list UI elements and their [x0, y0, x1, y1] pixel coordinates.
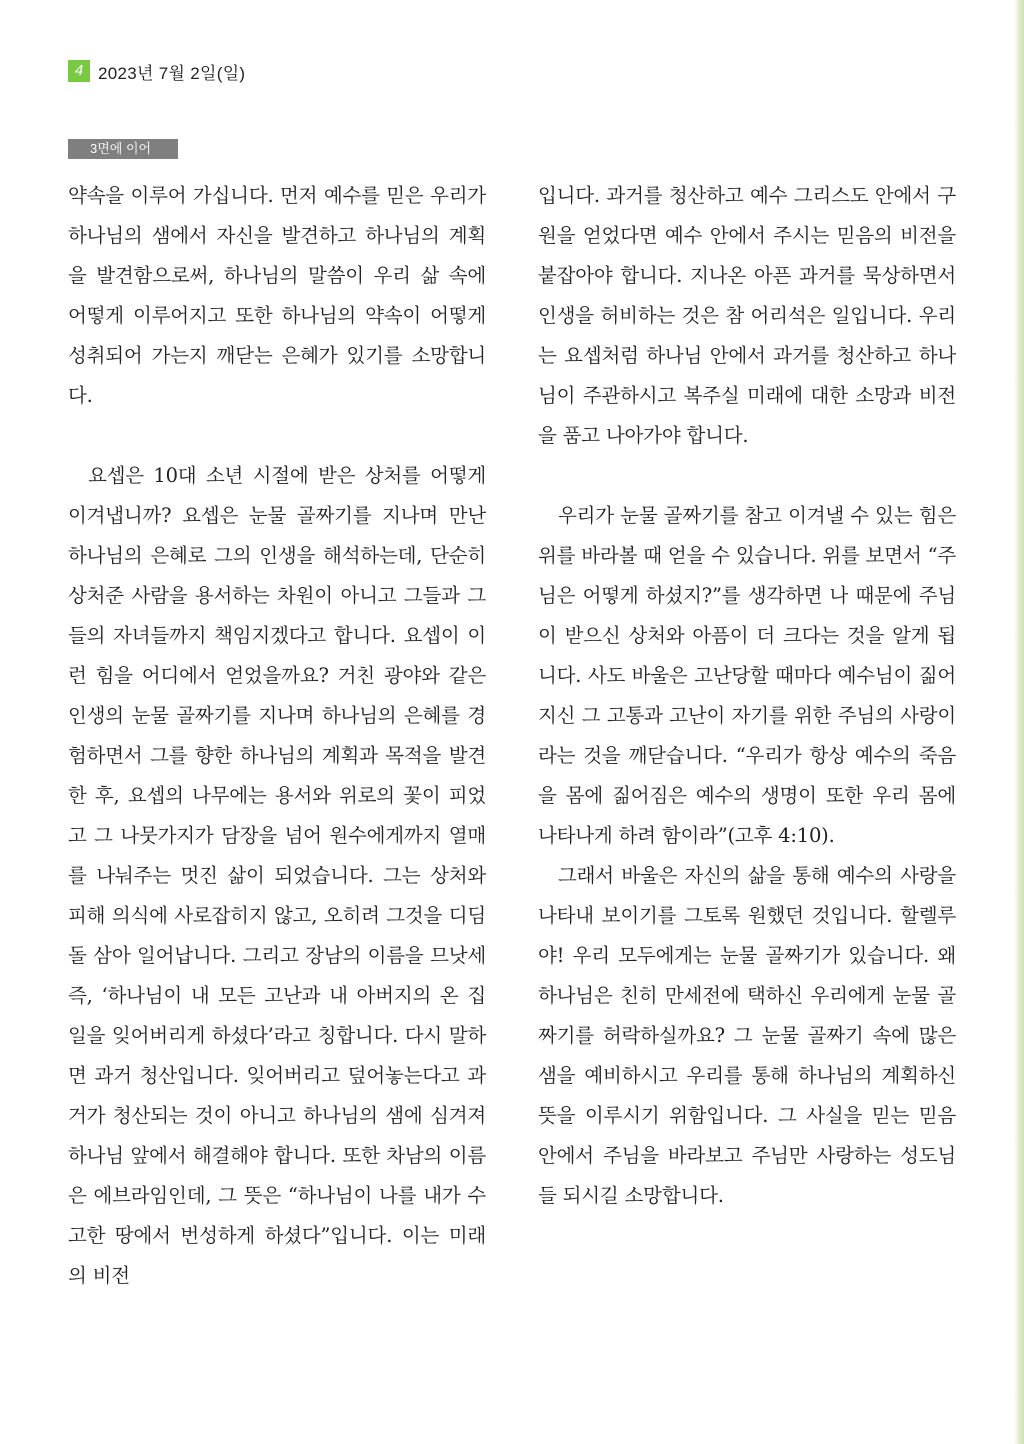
left-paragraph-1: 약속을 이루어 가십니다. 먼저 예수를 믿은 우리가 하나님의 샘에서 자신을 발견하고 하나님의 계획을 발견함으로써, 하나님의 말씀이 우리 삶 속에 어떻게 이루어지고 또한 하나님의 약속이 어떻게 성취되어 가는지 깨닫는 은혜가 있기를 소망합니다.	[68, 184, 486, 407]
right-paragraph-1: 입니다. 과거를 청산하고 예수 그리스도 안에서 구원을 얻었다면 예수 안에서 주시는 믿음의 비전을 붙잡아야 합니다. 지나온 아픈 과거를 묵상하면서 인생을 허비하는 것은 참 어리석은 일입니다. 우리는 요셉처럼 하나님 안에서 과거를 청산하고 하나님이 주관하시고 복주실 미래에 대한 소망과 비전을 품고 나아가야 합니다.	[538, 184, 956, 447]
right-paragraph-3: 그래서 바울은 자신의 삶을 통해 예수의 사랑을 나타내 보이기를 그토록 원했던 것입니다. 할렐루야! 우리 모두에게는 눈물 골짜기가 있습니다. 왜 하나님은 친히 만세전에 택하신 우리에게 눈물 골짜기를 허락하실까요? 그 눈물 골짜기 속에 많은 샘을 예비하시고 우리를 통해 하나님의 계획하신 뜻을 이루시기 위함입니다. 그 사실을 믿는 믿음 안에서 주님을 바라보고 주님만 사랑하는 성도님들 되시길 소망합니다.	[538, 864, 956, 1207]
paragraph-gap	[68, 416, 486, 456]
issue-date: 2023년 7월 2일(일)	[98, 63, 246, 83]
right-paragraph-2: 우리가 눈물 골짜기를 참고 이겨낼 수 있는 힘은 위를 바라볼 때 얻을 수 있습니다. 위를 보면서 “주님은 어떻게 하셨지?”를 생각하면 나 때문에 주님이 받으신 상처와 아픔이 더 크다는 것을 알게 됩니다. 사도 바울은 고난당할 때마다 예수님이 짊어지신 그 고통과 고난이 자기를 위한 주님의 사랑이라는 것을 깨닫습니다. “우리가 항상 예수의 죽음을 몸에 짊어짐은 예수의 생명이 또한 우리 몸에 나타나게 하려 함이라”(고후 4:10).	[538, 504, 956, 847]
page-number: 4	[68, 60, 90, 82]
paragraph-gap	[538, 456, 956, 496]
decorative-side-stripe	[1014, 0, 1024, 1444]
page-header	[68, 58, 245, 84]
continued-from-label: 3면에 이어	[68, 139, 178, 159]
left-paragraph-2: 요셉은 10대 소년 시절에 받은 상처를 어떻게 이겨냅니까? 요셉은 눈물 골짜기를 지나며 만난 하나님의 은혜로 그의 인생을 해석하는데, 단순히 상처준 사람을 용서하는 차원이 아니고 그들과 그들의 자녀들까지 책임지겠다고 합니다. 요셉이 이런 힘을 어디에서 얻었을까요? 거친 광야와 같은 인생의 눈물 골짜기를 지나며 하나님의 은혜를 경험하면서 그를 향한 하나님의 계획과 목적을 발견한 후, 요셉의 나무에는 용서와 위로의 꽃이 피었고 그 나뭇가지가 담장을 넘어 원수에게까지 열매를 나눠주는 멋진 삶이 되었습니다. 그는 상처와 피해 의식에 사로잡히지 않고, 오히려 그것을 디딤돌 삼아 일어납니다. 그리고 장남의 이름을 므낫세 즉, ‘하나님이 내 모든 고난과 내 아버지의 온 집 일을 잊어버리게 하셨다’라고 칭합니다. 다시 말하면 과거 청산입니다. 잊어버리고 덮어놓는다고 과거가 청산되는 것이 아니고 하나님의 샘에 심겨져 하나님 앞에서 해결해야 합니다. 또한 차남의 이름은 에브라임인데, 그 뜻은 “하나님이 나를 내가 수고한 땅에서 번성하게 하셨다”입니다. 이는 미래의 비전	[68, 464, 486, 1287]
right-column	[538, 176, 956, 1216]
left-column	[68, 176, 486, 1296]
